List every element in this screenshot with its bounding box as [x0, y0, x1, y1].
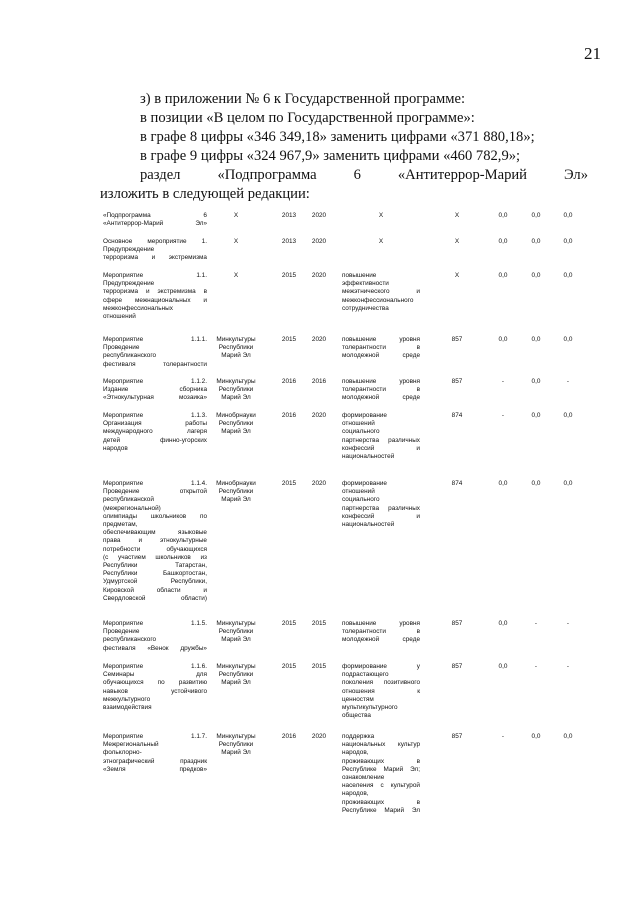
- cell-executor: [210, 238, 262, 246]
- cell-line: молодежной среде: [342, 394, 420, 402]
- cell-line: «Земля предков»: [103, 765, 207, 773]
- cell-line: Издание сборника: [103, 386, 207, 394]
- cell-year-start: 2013: [281, 212, 297, 219]
- cell-value-3: -: [566, 378, 570, 385]
- cell-expected-result: [342, 336, 420, 361]
- cell-budget-code: X: [454, 272, 460, 279]
- cell-value-2: 0,0: [531, 272, 541, 279]
- cell-line: этнографический праздник: [103, 757, 207, 765]
- cell-line: Республике Марий Эл;: [342, 765, 420, 773]
- cell-line: Минобрнауки: [216, 480, 256, 487]
- cell-line: Республики Башкортостан,: [103, 570, 207, 578]
- cell-value-1: 0,0: [498, 620, 508, 627]
- cell-year-end: 2020: [311, 412, 327, 419]
- cell-line: национальностей: [342, 521, 395, 529]
- cell-budget-code: 857: [451, 733, 463, 740]
- cell-line: Мероприятие 1.1.1.: [103, 336, 207, 343]
- cell-line: партнерства различных: [342, 504, 420, 512]
- cell-line: Республики: [218, 420, 254, 428]
- cell-line: Организация работы: [103, 420, 207, 428]
- cell-value-2: 0,0: [531, 238, 541, 245]
- cell-line: формирование: [342, 480, 387, 487]
- cell-year-end: 2020: [311, 336, 327, 343]
- cell-executor: [210, 733, 262, 758]
- cell-line: предметам,: [103, 521, 138, 529]
- cell-event-name: [103, 378, 207, 403]
- cell-line: проживающих в: [342, 757, 420, 765]
- cell-line: Минкультуры: [216, 378, 256, 385]
- cell-line: Мероприятие 1.1.7.: [103, 733, 207, 740]
- cell-budget-code: 874: [451, 412, 463, 419]
- cell-line: Семинары для: [103, 671, 207, 679]
- cell-line: Удмуртской Республики,: [103, 578, 207, 586]
- cell-year-start: 2016: [281, 378, 297, 385]
- cell-line: межконфессиональных: [103, 304, 173, 312]
- cell-budget-code: X: [454, 212, 460, 219]
- cell-executor: [210, 412, 262, 437]
- cell-value-3: 0,0: [563, 336, 573, 343]
- cell-line: повышение: [342, 272, 377, 279]
- cell-line: формирование у: [342, 663, 420, 670]
- cell-value-1: -: [501, 412, 505, 419]
- cell-line: потребности обучающихся: [103, 545, 207, 553]
- cell-event-name: [103, 663, 207, 712]
- cell-year-start: 2015: [281, 272, 297, 279]
- cell-event-name: [103, 336, 207, 369]
- cell-value-1: -: [501, 733, 505, 740]
- cell-line: Республики: [218, 344, 254, 352]
- cell-line: международного лагеря: [103, 428, 207, 436]
- cell-line: терроризма и экстремизма: [103, 254, 207, 262]
- cell-line: навыков устойчивого: [103, 687, 207, 695]
- cell-line: Основное мероприятие 1.: [103, 238, 207, 245]
- cell-line: X: [233, 212, 239, 219]
- cell-value-1: 0,0: [498, 480, 508, 487]
- cell-year-start: 2016: [281, 733, 297, 740]
- cell-line: конфессий и: [342, 444, 420, 452]
- cell-event-name: [103, 212, 207, 228]
- cell-line: толерантности в: [342, 628, 420, 636]
- cell-line: Мероприятие 1.1.3.: [103, 412, 207, 419]
- cell-value-2: 0,0: [531, 212, 541, 219]
- cell-line: межкультурного: [103, 695, 151, 703]
- page-number: 21: [584, 44, 601, 63]
- cell-value-1: 0,0: [498, 663, 508, 670]
- cell-line: X: [233, 238, 239, 245]
- cell-line: межэтнического и: [342, 288, 420, 296]
- cell-value-3: 0,0: [563, 272, 573, 279]
- cell-line: Марий Эл: [221, 394, 251, 402]
- cell-line: фестиваля толерантности: [103, 360, 207, 368]
- intro-line-2: в позиции «В целом по Государственной программе»:: [140, 110, 475, 126]
- cell-line: межконфессионального: [342, 296, 414, 304]
- cell-line: «Подпрограмма 6: [103, 212, 207, 219]
- cell-line: Мероприятие 1.1.6.: [103, 663, 207, 670]
- cell-line: Минкультуры: [216, 336, 256, 343]
- cell-budget-code: X: [454, 238, 460, 245]
- cell-line: обучающихся по развитию: [103, 679, 207, 687]
- cell-line: молодежной среде: [342, 352, 420, 360]
- cell-line: сфере межнациональных и: [103, 296, 207, 304]
- cell-budget-code: 857: [451, 663, 463, 670]
- cell-value-2: -: [534, 663, 538, 670]
- cell-value-3: 0,0: [563, 480, 573, 487]
- cell-line: социального: [342, 428, 380, 436]
- cell-line: терроризма и экстремизма в: [103, 288, 207, 296]
- cell-year-start: 2015: [281, 336, 297, 343]
- cell-line: республиканской: [103, 496, 154, 504]
- cell-line: эффективности: [342, 280, 389, 288]
- cell-line: взаимодействия: [103, 704, 152, 712]
- cell-line: X: [378, 238, 384, 245]
- cell-expected-result: [342, 620, 420, 645]
- cell-expected-result: [342, 212, 420, 220]
- cell-value-2: 0,0: [531, 336, 541, 343]
- cell-year-start: 2015: [281, 480, 297, 487]
- cell-executor: [210, 620, 262, 645]
- cell-line: Мероприятие 1.1.5.: [103, 620, 207, 627]
- cell-value-3: 0,0: [563, 212, 573, 219]
- cell-line: Предупреждение: [103, 280, 155, 288]
- cell-executor: [210, 378, 262, 403]
- cell-line: Республики Татарстан,: [103, 562, 207, 570]
- cell-event-name: [103, 412, 207, 453]
- cell-executor: [210, 480, 262, 505]
- cell-line: Марий Эл: [221, 352, 251, 360]
- cell-expected-result: [342, 238, 420, 246]
- cell-value-1: -: [501, 378, 505, 385]
- cell-line: олимпиады школьников по: [103, 512, 207, 520]
- cell-expected-result: [342, 378, 420, 403]
- cell-line: Кировской области и: [103, 586, 207, 594]
- cell-value-2: 0,0: [531, 378, 541, 385]
- cell-year-end: 2020: [311, 212, 327, 219]
- cell-year-end: 2015: [311, 663, 327, 670]
- cell-executor: [210, 272, 262, 280]
- cell-line: Республики: [218, 671, 254, 679]
- cell-value-2: -: [534, 620, 538, 627]
- cell-event-name: [103, 238, 207, 263]
- cell-event-name: [103, 620, 207, 653]
- cell-line: мультикультурного: [342, 704, 398, 712]
- cell-event-name: [103, 272, 207, 321]
- cell-expected-result: [342, 412, 420, 461]
- cell-year-end: 2015: [311, 620, 327, 627]
- cell-line: Проведение: [103, 628, 140, 636]
- cell-line: X: [378, 212, 384, 219]
- intro-line-6: изложить в следующей редакции:: [100, 186, 310, 202]
- cell-event-name: [103, 733, 207, 774]
- cell-line: фольклорно-: [103, 749, 142, 757]
- cell-line: Республики: [218, 386, 254, 394]
- cell-line: толерантности в: [342, 344, 420, 352]
- cell-line: Проведение открытой: [103, 488, 207, 496]
- cell-value-3: -: [566, 663, 570, 670]
- cell-line: сотрудничества: [342, 304, 389, 312]
- cell-event-name: [103, 480, 207, 603]
- cell-value-2: 0,0: [531, 733, 541, 740]
- cell-expected-result: [342, 663, 420, 720]
- cell-line: права и этнокультурные: [103, 537, 207, 545]
- cell-line: Республики: [218, 741, 254, 749]
- cell-line: национальностей: [342, 453, 395, 461]
- cell-executor: [210, 212, 262, 220]
- cell-line: ознакомление: [342, 774, 385, 782]
- intro-line-3: в графе 8 цифры «346 349,18» заменить цифрами «371 880,18»;: [140, 129, 535, 145]
- intro-line-5-word: «Антитеррор-Марий: [397, 167, 527, 183]
- cell-budget-code: 857: [451, 336, 463, 343]
- cell-year-end: 2020: [311, 238, 327, 245]
- cell-value-1: 0,0: [498, 336, 508, 343]
- cell-line: отношения к: [342, 687, 420, 695]
- cell-line: отношений: [342, 488, 375, 496]
- cell-line: республиканского: [103, 352, 157, 360]
- intro-line-5-word: раздел: [140, 167, 181, 183]
- cell-year-start: 2013: [281, 238, 297, 245]
- cell-value-3: 0,0: [563, 412, 573, 419]
- cell-line: отношений: [342, 420, 375, 428]
- cell-line: поддержка: [342, 733, 375, 740]
- cell-line: Республики: [218, 488, 254, 496]
- cell-line: «Антитеррор-Марий Эл»: [103, 220, 207, 228]
- cell-expected-result: [342, 733, 420, 815]
- cell-value-1: 0,0: [498, 238, 508, 245]
- cell-line: Минкультуры: [216, 733, 256, 740]
- cell-line: Межрегиональный: [103, 741, 159, 749]
- cell-year-end: 2020: [311, 272, 327, 279]
- cell-line: поколения позитивного: [342, 679, 420, 687]
- intro-line-5-word: «Подпрограмма: [217, 167, 317, 183]
- cell-line: Минкультуры: [216, 663, 256, 670]
- cell-value-2: 0,0: [531, 480, 541, 487]
- intro-line-1: з) в приложении № 6 к Государственной программе:: [140, 91, 466, 107]
- cell-year-start: 2015: [281, 620, 297, 627]
- cell-line: отношений: [103, 313, 136, 321]
- cell-line: населения с культурой: [342, 782, 420, 790]
- cell-line: повышение уровня: [342, 620, 420, 627]
- cell-line: X: [233, 272, 239, 279]
- cell-line: народов,: [342, 749, 369, 757]
- cell-expected-result: [342, 480, 420, 529]
- cell-line: проживающих в: [342, 798, 420, 806]
- cell-line: народов: [103, 444, 128, 452]
- cell-line: (межрегиональной): [103, 504, 161, 512]
- cell-line: республиканского: [103, 636, 157, 644]
- intro-line-4: в графе 9 цифры «324 967,9» заменить цифрами «460 782,9»;: [140, 148, 521, 164]
- cell-line: социального: [342, 496, 380, 504]
- cell-line: партнерства различных: [342, 436, 420, 444]
- cell-line: фестиваля «Венок дружбы»: [103, 644, 207, 652]
- cell-executor: [210, 336, 262, 361]
- intro-line-5-word: 6: [353, 167, 361, 183]
- cell-line: национальных культур: [342, 741, 420, 749]
- cell-budget-code: 857: [451, 620, 463, 627]
- cell-line: конфессий и: [342, 512, 420, 520]
- cell-line: Марий Эл: [221, 496, 251, 504]
- cell-line: детей финно-угорских: [103, 436, 207, 444]
- cell-year-start: 2016: [281, 412, 297, 419]
- cell-value-2: 0,0: [531, 412, 541, 419]
- cell-line: формирование: [342, 412, 387, 419]
- cell-budget-code: 857: [451, 378, 463, 385]
- cell-line: толерантности в: [342, 386, 420, 394]
- cell-value-3: 0,0: [563, 733, 573, 740]
- cell-budget-code: 874: [451, 480, 463, 487]
- cell-line: Мероприятие 1.1.: [103, 272, 207, 279]
- cell-line: общества: [342, 712, 371, 720]
- cell-year-end: 2020: [311, 733, 327, 740]
- cell-line: молодежной среде: [342, 636, 420, 644]
- cell-line: Мероприятие 1.1.2.: [103, 378, 207, 385]
- cell-expected-result: [342, 272, 420, 313]
- cell-line: повышение уровня: [342, 378, 420, 385]
- cell-line: обеспечивающим языковые: [103, 529, 207, 537]
- cell-line: Марий Эл: [221, 636, 251, 644]
- cell-value-3: 0,0: [563, 238, 573, 245]
- cell-line: Минкультуры: [216, 620, 256, 627]
- cell-line: Свердловской области): [103, 594, 207, 602]
- cell-line: народов,: [342, 790, 369, 798]
- cell-value-1: 0,0: [498, 272, 508, 279]
- cell-line: Проведение: [103, 344, 140, 352]
- cell-value-3: -: [566, 620, 570, 627]
- cell-line: Предупреждение: [103, 246, 155, 254]
- cell-line: Мероприятие 1.1.4.: [103, 480, 207, 487]
- intro-line-5-word: Эл»: [563, 167, 588, 183]
- cell-line: Республике Марий Эл: [342, 806, 420, 814]
- cell-year-end: 2020: [311, 480, 327, 487]
- cell-year-end: 2016: [311, 378, 327, 385]
- cell-year-start: 2015: [281, 663, 297, 670]
- cell-line: подрастающего: [342, 671, 389, 679]
- cell-line: ценностям: [342, 695, 374, 703]
- cell-line: Республики: [218, 628, 254, 636]
- cell-line: повышение уровня: [342, 336, 420, 343]
- cell-line: «Этнокультурная мозаика»: [103, 394, 207, 402]
- cell-line: Марий Эл: [221, 428, 251, 436]
- cell-line: Марий Эл: [221, 679, 251, 687]
- cell-line: Минобрнауки: [216, 412, 256, 419]
- cell-line: Марий Эл: [221, 749, 251, 757]
- cell-executor: [210, 663, 262, 688]
- cell-value-1: 0,0: [498, 212, 508, 219]
- cell-line: (с участием школьников из: [103, 553, 207, 561]
